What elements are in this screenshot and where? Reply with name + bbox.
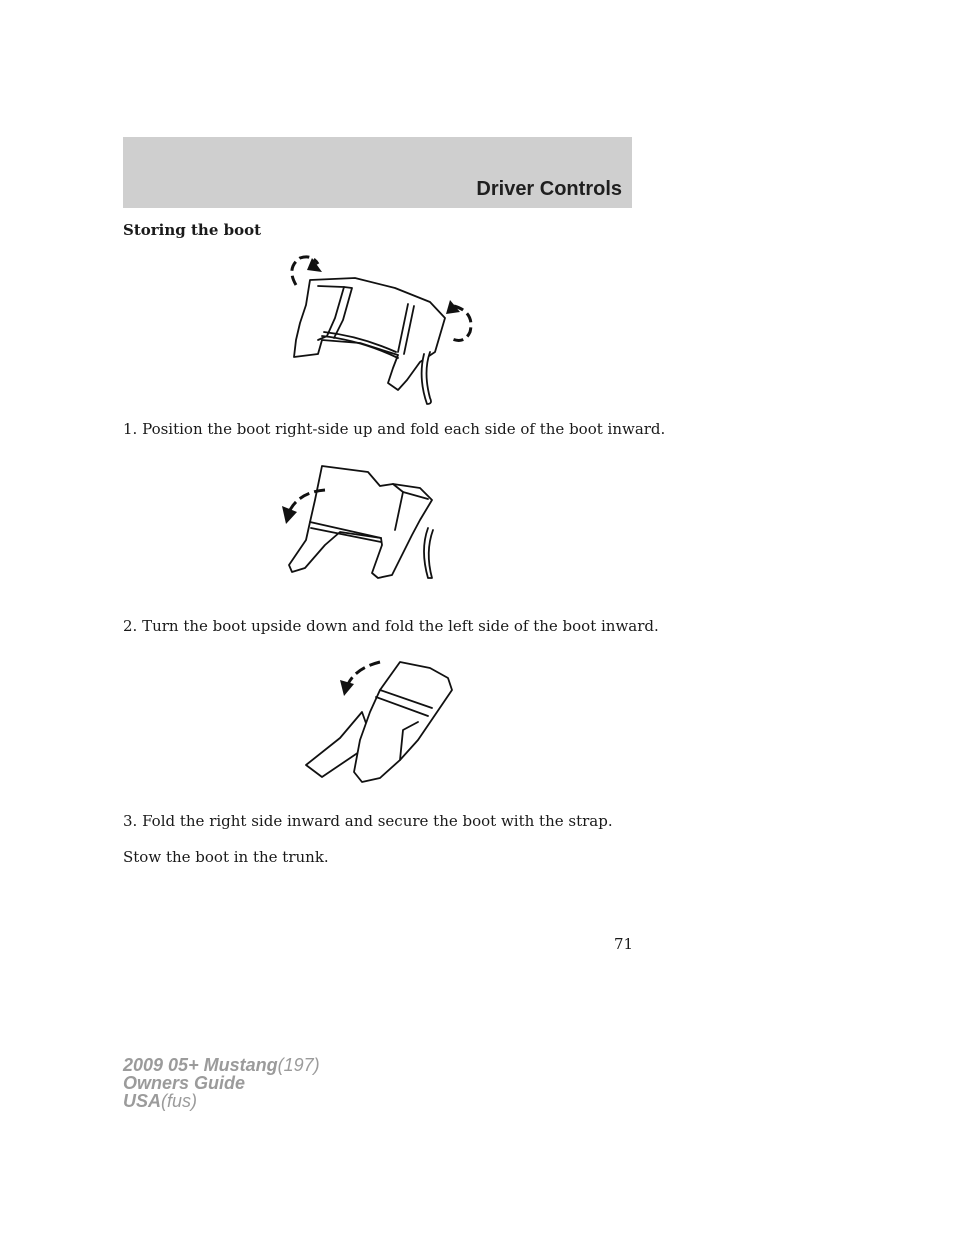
section-heading: Storing the boot: [123, 221, 262, 239]
footer-model-code: (197): [277, 1055, 320, 1075]
fold-arrow-icon: [340, 662, 380, 696]
step-1-text: 1. Position the boot right-side up and fold each side of the boot inward.: [123, 420, 666, 438]
stow-instruction-text: Stow the boot in the trunk.: [123, 848, 329, 866]
footer-region-code: (fus): [161, 1091, 198, 1111]
step-2-text: 2. Turn the boot upside down and fold the left side of the boot inward.: [123, 617, 659, 635]
document-footer: [123, 1056, 320, 1110]
footer-region: USA: [123, 1091, 162, 1111]
page-header-band: [123, 137, 632, 208]
footer-model: 2009 05+ Mustang: [123, 1055, 278, 1075]
fold-arrow-icon: [446, 300, 471, 340]
footer-guide: Owners Guide: [123, 1073, 246, 1093]
figure-boot-fold-left: [275, 460, 455, 590]
page-number: 71: [614, 935, 634, 953]
figure-boot-fold-sides: [280, 250, 480, 410]
figure-boot-fold-right: [300, 650, 460, 785]
header-title: Driver Controls: [476, 178, 622, 200]
step-3-text: 3. Fold the right side inward and secure the boot with the strap.: [123, 812, 613, 830]
